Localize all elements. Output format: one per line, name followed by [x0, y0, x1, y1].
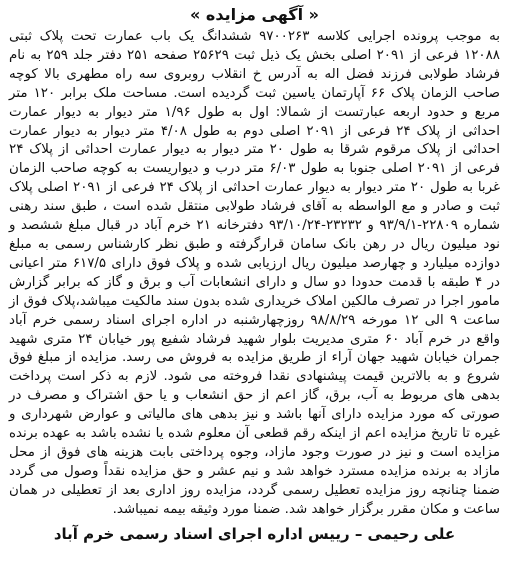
notice-signature: علی رحیمی – رییس اداره اجرای اسناد رسمی خرم آباد: [53, 524, 456, 543]
notice-title: « آگهی مزایده »: [190, 5, 319, 24]
notice-body: به موجب پرونده اجرایی کلاسه ۹۷۰۰۲۶۳ ششدانگ یک باب عمارت تحت پلاک ثبتی ۱۲۰۸۸ فرعی از ۲۰۹۱ اصلی بخش یک ذیل ثبت ۲۵۶۲۹ صفحه ۲۵۱ دفتر جلد ۲۵۹ به نام فرشاد طولابی فرزند فضل اله به آدرس خ انقلاب روبروی سه راه مطهری بالا کوچه صاحب الزمان پلاک ۶۶ آپارتمان یاسین ثبت گردیده است. مساحت ملک برابر ۱۲۰ متر مربع و حدود اربعه عبارتست از شمالا: اول به طول ۱/۹۶ متر دیوار به دیوار عمارت احداثی از پلاک ۲۴ فرعی از ۲۰۹۱ اصلی دوم به طول ۴/۰۸ متر دیوار به دیوار عمارت احداثی از پلاک مرقوم شرقا به طول ۲۰ متر دیوار به دیوار عمارت احداثی از پلاک ۲۴ فرعی از ۲۰۹۱ اصلی جنوبا به طول ۶/۰۳ متر درب و دیواریست به کوچه صاحب الزمان غربا به طول ۲۰ متر دیوار به دیوار عمارت احداثی از پلاک ۲۴ فرعی از ۲۰۹۱ اصلی پلاک ثبت و صادر و مع الواسطه به آقای فرشاد طولابی منتقل شده است ، طبق سند رهنی شماره ۲۲۸۰۹-۹۳/۹/۱ و ۲۳۲۳۲-۹۳/۱۰/۲۴ دفترخانه ۲۱ خرم آباد در قبال مبلغ ششصد و نود میلیون ریال در رهن بانک سامان قرارگرفته و طبق نظر کارشناس رسمی به مبلغ دوازده میلیارد و چهارصد میلیون ریال ارزیابی شده و پلاک فوق دارای ۶۱۷/۵ متر اعیانی در ۴ طبقه با قدمت حدودا دو سال و دارای انشعابات آب و برق و گاز که برابر گزارش مامور اجرا در تصرف مالکین املاک خریداری شده بدون سند مالکیت میباشد،پلاک فوق از ساعت ۹ الی ۱۲ مورخه ۹۸/۸/۲۹ روزچهارشنبه در اداره اجرای اسناد رسمی خرم آباد واقع در خرم آباد ۶۰ متری مدیریت بلوار شهید فرشاد شفیع پور خیابان ۲۴ متری شهید جمران خیابان شهید جهان آراء از طریق مزایده به فروش می رسد. مزایده از مبلغ فوق شروع و به بالاترین قیمت پیشنهادی نقدا فروخته می شود. لازم به ذکر است پرداخت بدهی های مربوط به آب، برق، گاز اعم از حق انشعاب و یا حق اشتراک و مصرف در صورتی که مورد مزایده دارای آنها باشد و نیز بدهی های مالیاتی و عوارض شهرداری و غیره تا تاریخ مزایده اعم از اینکه رقم قطعی آن معلوم شده یا نشده باشد به عهده برنده مزایده است و نیز در صورت وجود مازاد، وجوه پرداختی بابت هزینه های فوق از محل مازاد به برنده مزایده مسترد خواهد شد و نیم عشر و حق مزایده نقداً وصول می گردد ضمنا چنانچه روز مزایده تعطیل رسمی گردد، مزایده روز اداری بعد از تعطیلی در همان ساعت و مکان مقرر برگزار خواهد شد. ضمنا مورد وثیقه بیمه نمیباشد.: [9, 29, 501, 517]
